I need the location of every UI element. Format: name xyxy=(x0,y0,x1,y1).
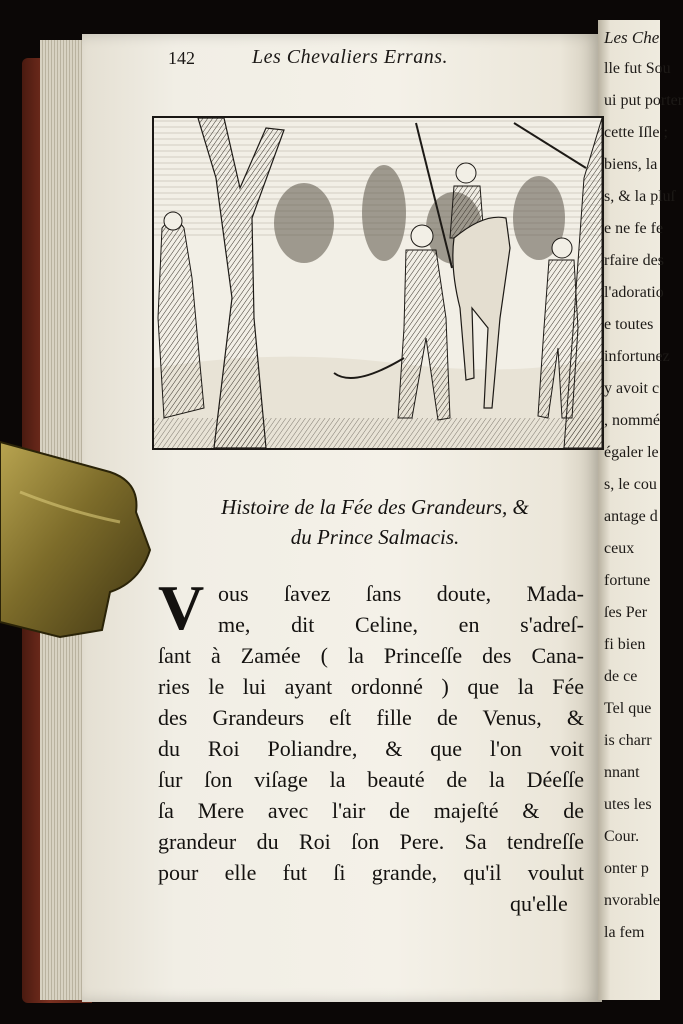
facing-page-line: l'adoratio xyxy=(604,284,664,301)
facing-page-line: fi bien xyxy=(604,636,646,653)
facing-page-line: ui put porter xyxy=(604,92,683,109)
facing-page-line: s, & la pluſ xyxy=(604,188,676,205)
facing-page-line: , nommé xyxy=(604,412,660,429)
facing-page-line: Tel que xyxy=(604,700,652,717)
facing-page-line: e ne fe fe xyxy=(604,220,664,237)
facing-page-line: lle fut Sou xyxy=(604,60,671,77)
facing-page-line: y avoit c xyxy=(604,380,660,397)
chapter-title-line-2: du Prince Salmacis. xyxy=(290,525,460,549)
text-line: me, dit Celine, en s'adreſ- xyxy=(218,612,584,637)
facing-page-line: égaler le xyxy=(604,444,659,461)
facing-page-line: de ce xyxy=(604,668,638,685)
facing-page-line: nvorable xyxy=(604,892,660,909)
brass-clip xyxy=(0,432,150,642)
facing-page-line: utes les xyxy=(604,796,652,813)
chapter-title-line-1: Histoire de la Fée des Grandeurs, & xyxy=(221,495,529,519)
drop-cap: V xyxy=(158,572,205,643)
text-line: du Roi Poliandre, & que l'on voit xyxy=(158,736,584,761)
facing-page-line: rfaire des xyxy=(604,252,664,269)
page-header xyxy=(160,44,600,74)
facing-page-line: biens, la xyxy=(604,156,658,173)
facing-page-line: ceux xyxy=(604,540,635,557)
facing-page-line: nnant xyxy=(604,764,640,781)
facing-page-line: fortune xyxy=(604,572,651,589)
text-line: ries le lui ayant ordonné ) que la Fée xyxy=(158,674,584,699)
running-head: Les Chevaliers Errans. xyxy=(252,46,448,68)
text-line: ſant à Zamée ( la Princeſſe des Cana- xyxy=(158,643,584,668)
facing-page-line: cette Iſle ; xyxy=(604,124,668,141)
text-line: pour elle fut ſi grande, qu'il voulut xyxy=(158,860,584,885)
facing-page-line: ſes Per xyxy=(604,604,648,621)
text-line: ous ſavez ſans doute, Mada- xyxy=(218,581,584,606)
facing-page-line: la fem xyxy=(604,924,645,941)
facing-page-line: is charr xyxy=(604,732,652,749)
text-line: grandeur du Roi ſon Pere. Sa tendreſſe xyxy=(158,829,584,854)
text-line: des Grandeurs eſt fille de Venus, & xyxy=(158,705,584,730)
engraving-illustration xyxy=(152,116,604,450)
catchword: qu'elle xyxy=(510,891,568,916)
facing-page-line: Les Che xyxy=(604,28,660,47)
facing-page-line: e toutes xyxy=(604,316,654,333)
engraving-drawing xyxy=(154,118,602,448)
facing-page xyxy=(598,20,683,1000)
facing-page-line: antage d xyxy=(604,508,658,525)
page-number: 142 xyxy=(168,48,195,68)
facing-page-line: onter p xyxy=(604,860,649,877)
chapter-title xyxy=(150,492,600,552)
facing-page-line: Cour. xyxy=(604,828,640,845)
facing-page-line: infortunez xyxy=(604,348,670,365)
text-line: ſa Mere avec l'air de majeſté & de xyxy=(158,798,584,823)
facing-page-line: s, le cou xyxy=(604,476,657,493)
text-line: ſur ſon viſage la beauté de la Déeſſe xyxy=(158,767,584,792)
